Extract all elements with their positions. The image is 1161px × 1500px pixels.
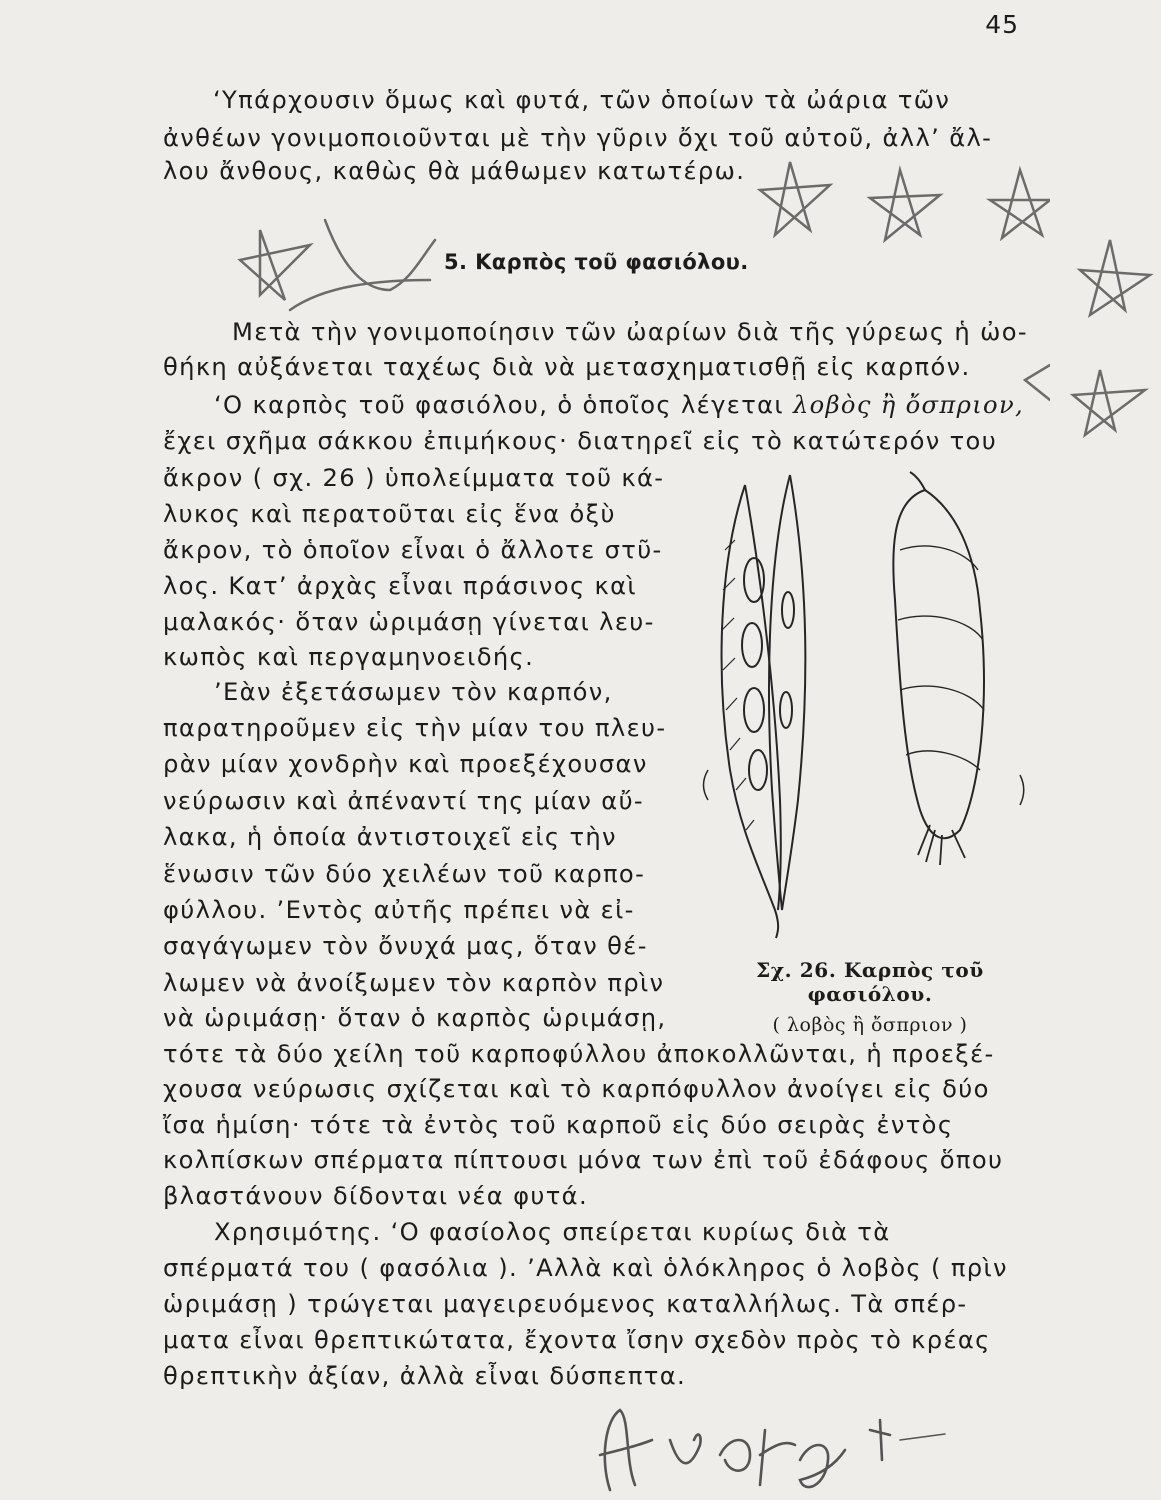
text-line: νὰ ὡριμάσῃ· ὅταν ὁ καρπὸς ὡριμάσῃ, <box>163 1004 667 1032</box>
figure-caption-title: Σχ. 26. Καρπὸς τοῦ φασιόλου. <box>756 958 984 1006</box>
text-line: λυκος καὶ περατοῦται εἰς ἕνα ὀξὺ <box>163 500 616 528</box>
italic-term: λοβὸς ἢ ὄσπριον, <box>792 391 1025 419</box>
text-line: ἄκρον, τὸ ὁποῖον εἶναι ὁ ἄλλοτε στῦ- <box>163 536 663 564</box>
text-line: ὡριμάσῃ ) τρώγεται μαγειρευόμενος καταλλήλως. Τὰ σπέρ- <box>163 1290 968 1318</box>
text-line: σαγάγωμεν τὸν ὄνυχά μας, ὅταν θέ- <box>163 932 648 960</box>
text-line: Μετὰ τὴν γονιμοποίησιν τῶν ὠαρίων διὰ τῆς γύρεως ἡ ὠο- <box>232 318 1028 346</box>
text-line: ματα εἶναι θρεπτικώτατα, ἔχοντα ἴσην σχεδὸν πρὸς τὸ κρέας <box>163 1326 991 1354</box>
text-line: λακα, ἡ ὁποία ἀντιστοιχεῖ εἰς τὴν <box>163 823 617 851</box>
text-line: θήκη αὐξάνεται ταχέως διὰ νὰ μετασχηματισθῇ εἰς καρπόν. <box>163 353 971 381</box>
text-line: ἕνωσιν τῶν δύο χειλέων τοῦ καρπο- <box>163 860 646 888</box>
section-heading: 5. Καρπὸς τοῦ φασιόλου. <box>444 250 749 274</box>
bean-pod-illustration-icon <box>690 470 1050 940</box>
text-line: ἀνθέων γονιμοποιοῦνται μὲ τὴν γῦριν ὄχι τοῦ αὐτοῦ, ἀλλ’ ἄλ- <box>163 124 993 152</box>
text-line: ἄκρον ( σχ. 26 ) ὑπολείμματα τοῦ κά- <box>163 464 665 492</box>
text-line: φύλλου. ’Εντὸς αὐτῆς πρέπει νὰ εἰ- <box>163 896 635 924</box>
text-line: παρατηροῦμεν εἰς τὴν μίαν του πλευ- <box>163 714 667 742</box>
text-line: χουσα νεύρωσις σχίζεται καὶ τὸ καρπόφυλλον ἀνοίγει εἰς δύο <box>163 1075 990 1103</box>
text-line: κωπὸς καὶ περγαμηνοειδής. <box>163 643 535 671</box>
pencil-star-doodle-icon <box>1055 230 1161 450</box>
text-line: σπέρματά του ( φασόλια ). ’Αλλὰ καὶ ὁλόκληρος ὁ λοβὸς ( πρὶν <box>163 1254 1008 1282</box>
figure-caption <box>700 958 1040 1036</box>
text-line: ἴσα ἡμίση· τότε τὰ ἐντὸς τοῦ καρποῦ εἰς δύο σειρὰς ἐντὸς <box>163 1111 954 1139</box>
text-line: ρὰν μίαν χονδρὴν καὶ προεξέχουσαν <box>163 750 648 778</box>
figure-caption-subtitle: ( λοβὸς ἢ ὄσπριον ) <box>772 1014 968 1036</box>
text-line: λος. Κατ’ ἀρχὰς εἶναι πράσινος καὶ <box>163 572 637 600</box>
handwritten-signature-icon <box>590 1400 950 1500</box>
text-line: λωμεν νὰ ἀνοίξωμεν τὸν καρπὸν πρὶν <box>163 969 665 997</box>
page-number: 45 <box>985 10 1019 39</box>
text-line: ’Εὰν ἐξετάσωμεν τὸν καρπόν, <box>214 678 613 706</box>
text-line: νεύρωσιν καὶ ἀπέναντί της μίαν αὔ- <box>163 787 645 815</box>
text-line: Χρησιμότης. ‘Ο φασίολος σπείρεται κυρίως διὰ τὰ <box>214 1218 891 1246</box>
pencil-star-doodle-icon <box>230 150 1050 450</box>
text-run: ‘Ο καρπὸς τοῦ φασιόλου, ὁ ὁποῖος λέγεται <box>214 391 784 419</box>
text-line: κολπίσκων σπέρματα πίπτουσι μόνα των ἐπὶ τοῦ ἐδάφους ὅπου <box>163 1146 1004 1174</box>
text-line: λου ἄνθους, καθὼς θὰ μάθωμεν κατωτέρω. <box>163 157 746 185</box>
text-line: θρεπτικὴν ἀξίαν, ἀλλὰ εἶναι δύσπεπτα. <box>163 1362 687 1390</box>
text-line: τότε τὰ δύο χείλη τοῦ καρποφύλλου ἀποκολλῶνται, ἡ προεξέ- <box>163 1040 995 1068</box>
text-line: ἔχει σχῆμα σάκκου ἐπιμήκους· διατηρεῖ εἰς τὸ κατώτερόν του <box>163 427 998 455</box>
text-line: ‘Υπάρχουσιν ὅμως καὶ φυτά, τῶν ὁποίων τὰ ὠάρια τῶν <box>213 86 951 114</box>
text-line: βλαστάνουν δίδονται νέα φυτά. <box>163 1182 589 1210</box>
text-line: μαλακός· ὅταν ὡριμάσῃ γίνεται λευ- <box>163 608 655 636</box>
